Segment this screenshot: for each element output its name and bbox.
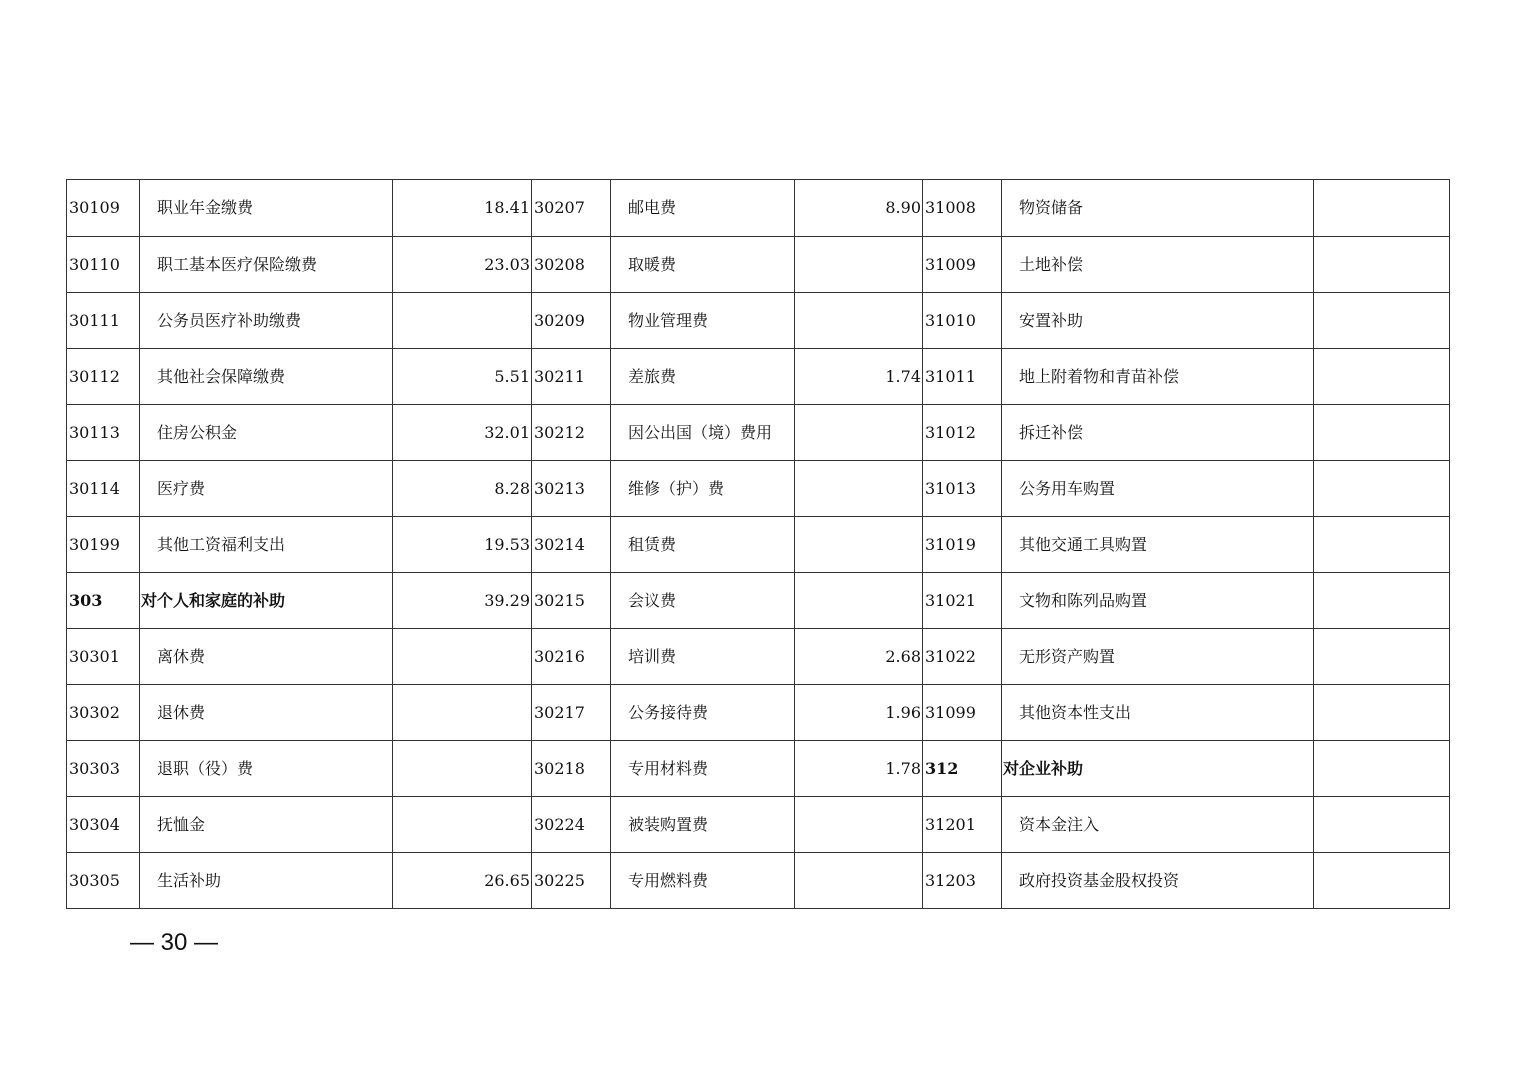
category-code-cell: 303 bbox=[67, 573, 140, 629]
amount-cell bbox=[393, 741, 532, 797]
amount-cell bbox=[795, 461, 923, 517]
item-name-cell: 其他工资福利支出 bbox=[140, 517, 393, 573]
amount-cell bbox=[1314, 237, 1450, 293]
amount-cell bbox=[1314, 461, 1450, 517]
category-name-cell: 对个人和家庭的补助 bbox=[140, 573, 393, 629]
amount-cell bbox=[393, 293, 532, 349]
item-name-cell: 物业管理费 bbox=[611, 293, 795, 349]
code-cell: 30208 bbox=[532, 237, 611, 293]
code-cell: 30217 bbox=[532, 685, 611, 741]
amount-cell bbox=[1314, 685, 1450, 741]
code-cell: 30109 bbox=[67, 180, 140, 237]
item-name-cell: 公务用车购置 bbox=[1002, 461, 1314, 517]
item-name-cell: 取暖费 bbox=[611, 237, 795, 293]
code-cell: 31008 bbox=[923, 180, 1002, 237]
code-cell: 31019 bbox=[923, 517, 1002, 573]
table-row bbox=[67, 573, 1450, 629]
code-cell: 31099 bbox=[923, 685, 1002, 741]
amount-cell bbox=[795, 293, 923, 349]
code-cell: 31203 bbox=[923, 853, 1002, 909]
amount-cell bbox=[795, 405, 923, 461]
code-cell: 31021 bbox=[923, 573, 1002, 629]
code-cell: 31011 bbox=[923, 349, 1002, 405]
item-name-cell: 其他资本性支出 bbox=[1002, 685, 1314, 741]
item-name-cell: 安置补助 bbox=[1002, 293, 1314, 349]
code-cell: 30213 bbox=[532, 461, 611, 517]
amount-cell: 1.74 bbox=[795, 349, 923, 405]
item-name-cell: 医疗费 bbox=[140, 461, 393, 517]
amount-cell bbox=[795, 237, 923, 293]
table-row bbox=[67, 349, 1450, 405]
code-cell: 30301 bbox=[67, 629, 140, 685]
amount-cell bbox=[393, 629, 532, 685]
item-name-cell: 公务接待费 bbox=[611, 685, 795, 741]
code-cell: 30218 bbox=[532, 741, 611, 797]
amount-cell bbox=[1314, 180, 1450, 237]
item-name-cell: 退职（役）费 bbox=[140, 741, 393, 797]
item-name-cell: 维修（护）费 bbox=[611, 461, 795, 517]
table-row bbox=[67, 461, 1450, 517]
amount-cell: 32.01 bbox=[393, 405, 532, 461]
item-name-cell: 差旅费 bbox=[611, 349, 795, 405]
code-cell: 30209 bbox=[532, 293, 611, 349]
amount-cell: 8.28 bbox=[393, 461, 532, 517]
item-name-cell: 邮电费 bbox=[611, 180, 795, 237]
code-cell: 30207 bbox=[532, 180, 611, 237]
code-cell: 30215 bbox=[532, 573, 611, 629]
item-name-cell: 土地补偿 bbox=[1002, 237, 1314, 293]
category-code-cell: 312 bbox=[923, 741, 1002, 797]
code-cell: 30304 bbox=[67, 797, 140, 853]
code-cell: 30110 bbox=[67, 237, 140, 293]
item-name-cell: 其他交通工具购置 bbox=[1002, 517, 1314, 573]
amount-cell bbox=[1314, 349, 1450, 405]
code-cell: 31010 bbox=[923, 293, 1002, 349]
item-name-cell: 职业年金缴费 bbox=[140, 180, 393, 237]
code-cell: 30214 bbox=[532, 517, 611, 573]
item-name-cell: 退休费 bbox=[140, 685, 393, 741]
table-row bbox=[67, 405, 1450, 461]
table-row bbox=[67, 853, 1450, 909]
item-name-cell: 拆迁补偿 bbox=[1002, 405, 1314, 461]
item-name-cell: 会议费 bbox=[611, 573, 795, 629]
item-name-cell: 住房公积金 bbox=[140, 405, 393, 461]
table-row bbox=[67, 293, 1450, 349]
amount-cell bbox=[1314, 293, 1450, 349]
item-name-cell: 培训费 bbox=[611, 629, 795, 685]
amount-cell bbox=[795, 797, 923, 853]
amount-cell bbox=[795, 853, 923, 909]
amount-cell: 8.90 bbox=[795, 180, 923, 237]
amount-cell: 39.29 bbox=[393, 573, 532, 629]
item-name-cell: 地上附着物和青苗补偿 bbox=[1002, 349, 1314, 405]
amount-cell bbox=[1314, 573, 1450, 629]
item-name-cell: 生活补助 bbox=[140, 853, 393, 909]
table-row bbox=[67, 741, 1450, 797]
amount-cell: 18.41 bbox=[393, 180, 532, 237]
amount-cell: 26.65 bbox=[393, 853, 532, 909]
item-name-cell: 离休费 bbox=[140, 629, 393, 685]
item-name-cell: 无形资产购置 bbox=[1002, 629, 1314, 685]
code-cell: 30225 bbox=[532, 853, 611, 909]
table-row bbox=[67, 797, 1450, 853]
amount-cell: 5.51 bbox=[393, 349, 532, 405]
amount-cell bbox=[1314, 629, 1450, 685]
amount-cell: 2.68 bbox=[795, 629, 923, 685]
code-cell: 31022 bbox=[923, 629, 1002, 685]
item-name-cell: 物资储备 bbox=[1002, 180, 1314, 237]
item-name-cell: 抚恤金 bbox=[140, 797, 393, 853]
item-name-cell: 其他社会保障缴费 bbox=[140, 349, 393, 405]
code-cell: 30305 bbox=[67, 853, 140, 909]
item-name-cell: 文物和陈列品购置 bbox=[1002, 573, 1314, 629]
code-cell: 30302 bbox=[67, 685, 140, 741]
code-cell: 30114 bbox=[67, 461, 140, 517]
amount-cell bbox=[795, 573, 923, 629]
item-name-cell: 专用燃料费 bbox=[611, 853, 795, 909]
budget-table bbox=[66, 179, 1450, 909]
item-name-cell: 职工基本医疗保险缴费 bbox=[140, 237, 393, 293]
category-name-cell: 对企业补助 bbox=[1002, 741, 1314, 797]
code-cell: 31201 bbox=[923, 797, 1002, 853]
amount-cell bbox=[393, 685, 532, 741]
page-number: — 30 — bbox=[130, 929, 219, 956]
amount-cell bbox=[1314, 405, 1450, 461]
item-name-cell: 租赁费 bbox=[611, 517, 795, 573]
item-name-cell: 被装购置费 bbox=[611, 797, 795, 853]
code-cell: 31012 bbox=[923, 405, 1002, 461]
code-cell: 31013 bbox=[923, 461, 1002, 517]
amount-cell: 1.78 bbox=[795, 741, 923, 797]
amount-cell: 19.53 bbox=[393, 517, 532, 573]
amount-cell bbox=[1314, 517, 1450, 573]
code-cell: 30112 bbox=[67, 349, 140, 405]
item-name-cell: 因公出国（境）费用 bbox=[611, 405, 795, 461]
amount-cell: 1.96 bbox=[795, 685, 923, 741]
item-name-cell: 资本金注入 bbox=[1002, 797, 1314, 853]
item-name-cell: 公务员医疗补助缴费 bbox=[140, 293, 393, 349]
code-cell: 30303 bbox=[67, 741, 140, 797]
code-cell: 31009 bbox=[923, 237, 1002, 293]
amount-cell bbox=[1314, 797, 1450, 853]
code-cell: 30111 bbox=[67, 293, 140, 349]
code-cell: 30224 bbox=[532, 797, 611, 853]
amount-cell bbox=[795, 517, 923, 573]
code-cell: 30199 bbox=[67, 517, 140, 573]
code-cell: 30216 bbox=[532, 629, 611, 685]
amount-cell bbox=[393, 797, 532, 853]
amount-cell bbox=[1314, 741, 1450, 797]
code-cell: 30113 bbox=[67, 405, 140, 461]
item-name-cell: 专用材料费 bbox=[611, 741, 795, 797]
table-row bbox=[67, 685, 1450, 741]
table-row bbox=[67, 180, 1450, 237]
table-row bbox=[67, 629, 1450, 685]
amount-cell: 23.03 bbox=[393, 237, 532, 293]
item-name-cell: 政府投资基金股权投资 bbox=[1002, 853, 1314, 909]
table-row bbox=[67, 517, 1450, 573]
table-row bbox=[67, 237, 1450, 293]
code-cell: 30211 bbox=[532, 349, 611, 405]
amount-cell bbox=[1314, 853, 1450, 909]
code-cell: 30212 bbox=[532, 405, 611, 461]
